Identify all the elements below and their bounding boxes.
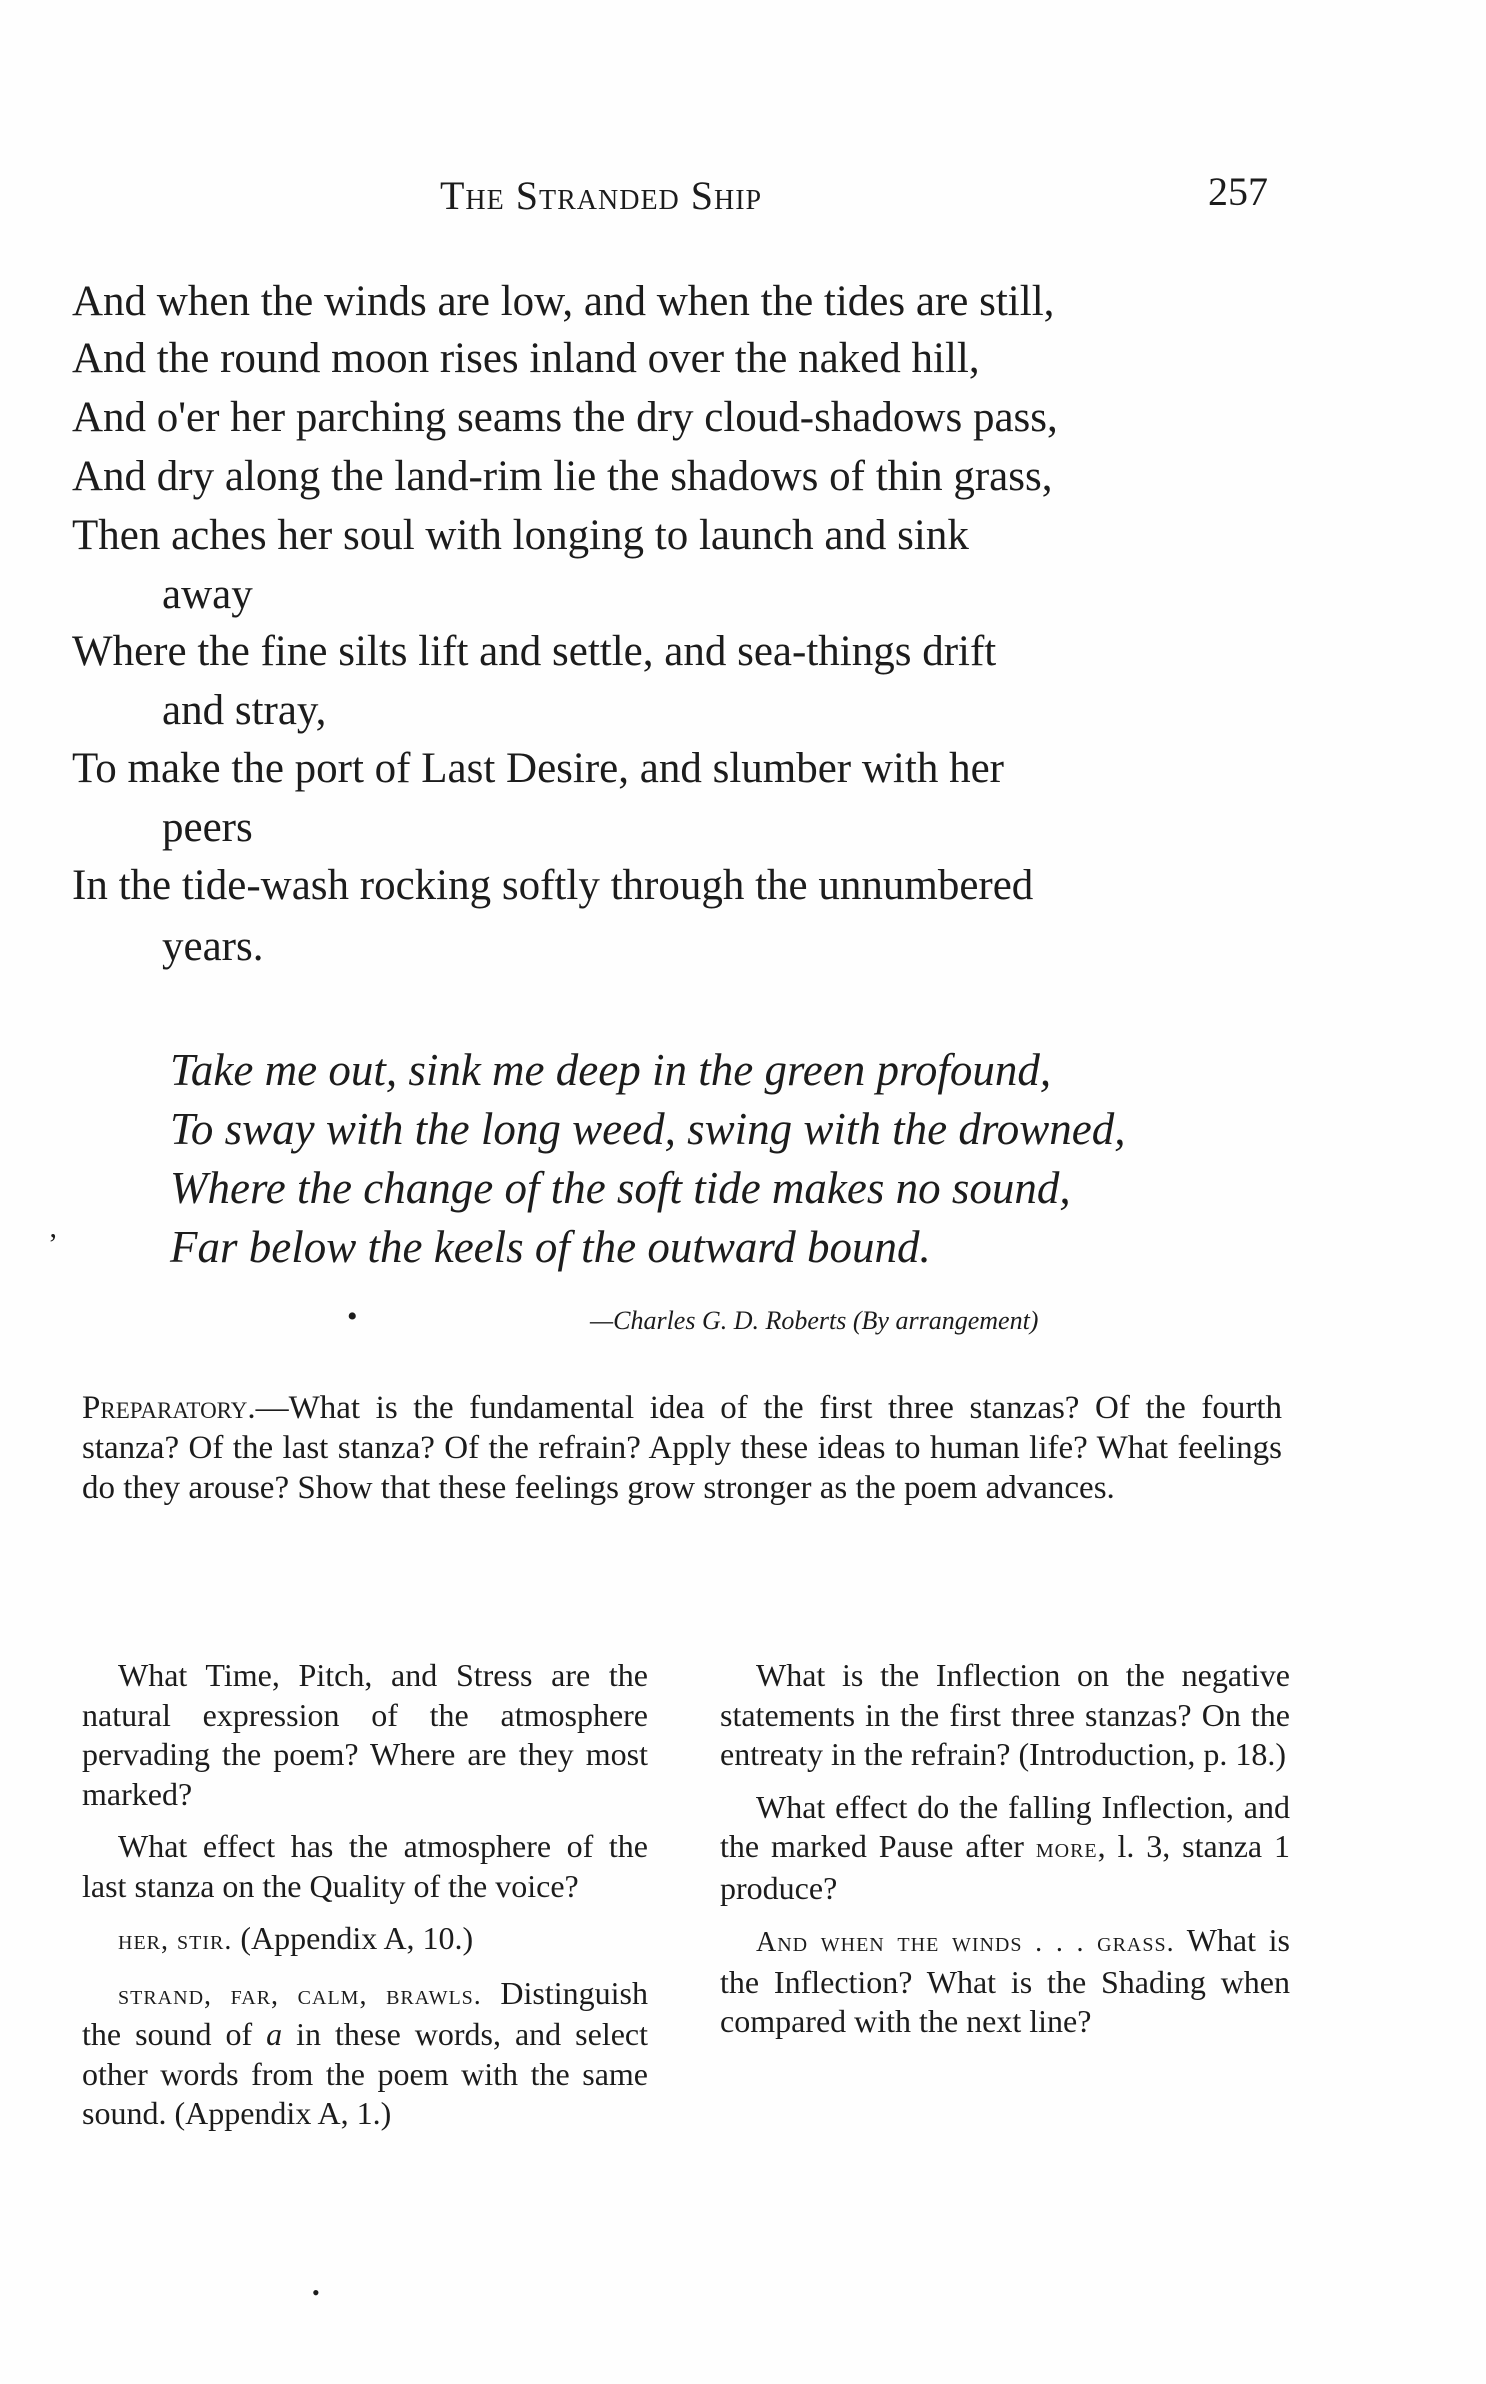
note-heading-words: more — [1035, 1833, 1098, 1864]
poem-line: And the round moon rises inland over the naked hill, — [72, 335, 980, 382]
notes-right-column — [720, 1656, 1290, 2055]
poem-line: years. — [162, 923, 264, 970]
note-paragraph — [82, 1919, 648, 1961]
note-text: What is the Inflection? What is the Shading when compared with the next line? — [720, 1922, 1291, 2039]
poem-line: away — [162, 571, 253, 618]
note-text: in these words, and select other words from the poem with the same sound. (Appendix A, 1.) — [82, 2016, 649, 2131]
refrain-line: Far below the keels of the outward bound. — [170, 1222, 931, 1272]
page-header — [0, 168, 1486, 228]
preparatory-questions — [82, 1388, 1282, 1508]
poem-line: and stray, — [162, 687, 327, 734]
note-text: What effect do the falling Inflection, and the marked Pause after — [720, 1788, 1290, 1864]
note-heading-words: strand, far, calm, brawls. — [118, 1979, 482, 2011]
refrain-line: To sway with the long weed, swing with the drowned, — [170, 1104, 1126, 1154]
stray-mark: ʼ — [48, 1228, 58, 1261]
note-paragraph: What is the Inflection on the negative statements in the first three stanzas? On the entreaty in the refrain? (Introduction, p. 18.) — [720, 1657, 1290, 1772]
refrain-line: Take me out, sink me deep in the green profound, — [170, 1045, 1052, 1095]
page-number: 257 — [1208, 169, 1268, 214]
poem-line: Then aches her soul with longing to launch and sink — [72, 512, 969, 559]
note-paragraph: What Time, Pitch, and Stress are the natural expression of the atmosphere pervading the poem? Where are they most marked? — [82, 1657, 648, 1812]
note-paragraph: What effect has the atmosphere of the last stanza on the Quality of the voice? — [82, 1828, 648, 1904]
poem-line: And when the winds are low, and when the tides are still, — [72, 278, 1055, 325]
preparatory-lead: Preparatory. — [82, 1390, 256, 1426]
note-paragraph — [720, 1788, 1290, 1909]
running-title: The Stranded Ship — [440, 173, 763, 218]
preparatory-text: —What is the fundamental idea of the first three stanzas? Of the fourth stanza? Of the last stanza? Of the refrain? Apply these ideas to human life? What feelings do they arouse? Show that these feelings grow stronger as the poem advances. — [82, 1390, 1282, 1506]
note-heading-words: And when the winds . . . grass. — [756, 1927, 1175, 1958]
poem-line: Where the fine silts lift and settle, and sea-things drift — [72, 628, 997, 675]
note-letter: a — [266, 2016, 283, 2052]
poem-line: In the tide-wash rocking softly through the unnumbered — [72, 862, 1034, 909]
notes-left-column — [82, 1656, 648, 2147]
stray-dot: • — [347, 1300, 358, 1333]
refrain-line: Where the change of the soft tide makes no sound, — [170, 1163, 1071, 1213]
note-paragraph — [82, 1974, 648, 2134]
poem-line: To make the port of Last Desire, and slumber with her — [72, 745, 1004, 792]
note-heading-words: her, stir. — [118, 1925, 233, 1956]
poem-line: And dry along the land-rim lie the shadows of thin grass, — [72, 453, 1053, 500]
note-text: Distinguish the sound of — [82, 1974, 649, 2052]
note-text: (Appendix A, 10.) — [232, 1920, 474, 1956]
stray-dot: • — [312, 2280, 320, 2305]
note-paragraph — [720, 1921, 1290, 2042]
attribution: —Charles G. D. Roberts (By arrangement) — [590, 1306, 1039, 1335]
poem-line: peers — [162, 804, 253, 851]
note-text: , l. 3, stanza 1 produce? — [720, 1828, 1291, 1906]
poem-line: And o'er her parching seams the dry cloud-shadows pass, — [72, 394, 1058, 441]
